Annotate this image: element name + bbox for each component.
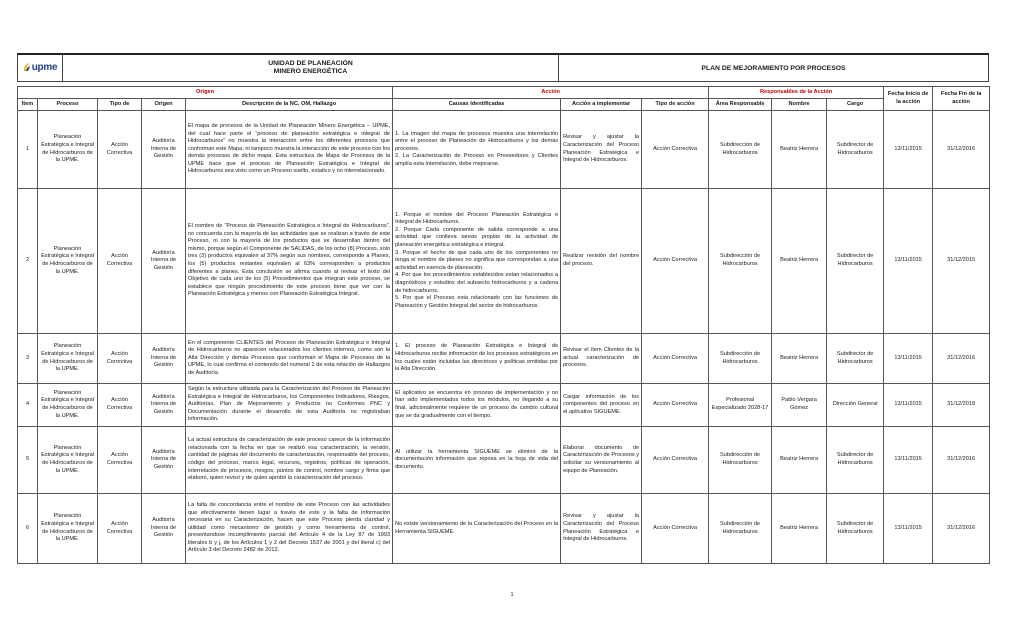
document-title-text: PLAN DE MEJORAMIENTO POR PROCESOS bbox=[701, 64, 846, 72]
organization-line-2: MINERO ENERGÉTICA bbox=[273, 68, 348, 75]
column-header-fecha-fin: Fecha Fin de la acción bbox=[933, 87, 990, 111]
item-cell: 5 bbox=[18, 427, 38, 494]
fecha-fin-cell: 31/12/2015 bbox=[933, 189, 990, 334]
tipo-accion-cell: Acción Correctiva bbox=[642, 427, 709, 494]
table-row bbox=[18, 384, 990, 427]
accion-cell: Revisar y ajustar la Caracterización del Proceso Planeación Estratégica e Integral de Hidrocarburos. bbox=[561, 111, 642, 189]
column-header-item: Item bbox=[18, 99, 38, 111]
table-row bbox=[18, 111, 990, 189]
causas-cell bbox=[393, 494, 561, 564]
area-cell: Subdirección de Hidrocarburos bbox=[709, 189, 772, 334]
column-header-causas: Causas Identificadas bbox=[393, 99, 561, 111]
upme-logo-icon bbox=[23, 59, 31, 77]
causas-cell bbox=[393, 384, 561, 427]
causas-cell bbox=[393, 334, 561, 384]
accion-cell: Elaborar documento de Caracterización de Procesos y solicitar su versionamiento al equipo de Planeación. bbox=[561, 427, 642, 494]
group-header-row bbox=[18, 87, 990, 99]
logo-text: upme bbox=[31, 62, 58, 73]
item-cell: 3 bbox=[18, 334, 38, 384]
column-header-tipo: Tipo de bbox=[98, 99, 142, 111]
nombre-cell: Beatriz Herrera bbox=[772, 334, 827, 384]
causa-item: 2. Porque Cada componente de salida corresponde a una actividad que conlleva tareas propias de la actividad de planeación energética estratégica e integral. bbox=[395, 226, 559, 249]
accion-cell: Cargar información de los componentes del proceso en el aplicativo SIGUEME. bbox=[561, 384, 642, 427]
causa-item: 1. Porque el nombre del Proceso Planeación Estratégica e Integral de Hidrocarburos. bbox=[395, 211, 559, 226]
causa-item: 5. Por que el Proceso esta relacionado con las funciones de Planeación y Gestión Integral del sector de hidrocarburos. bbox=[395, 295, 559, 309]
fecha-fin-cell: 31/12/2016 bbox=[933, 494, 990, 564]
accion-cell: Revisar el ítem Clientes de la actual caracterización de procesos. bbox=[561, 334, 642, 384]
column-header-fecha-inicio: Fecha Inicio de la acción bbox=[884, 87, 933, 111]
origen-cell: Auditoría Interna de Gestión bbox=[142, 384, 186, 427]
fecha-fin-cell: 31/12/2016 bbox=[933, 111, 990, 189]
tipo-origen-cell: Acción Correctiva bbox=[98, 189, 142, 334]
table-body bbox=[18, 111, 990, 564]
improvement-plan-table bbox=[17, 86, 990, 564]
causa-item: 3. Porque el hecho de que cada uno de los componentes no tenga el nombre de planes no significa que correspondan a una actividad en esencia de planeación. bbox=[395, 249, 559, 271]
fecha-inicio-cell: 13/11/2015 bbox=[884, 334, 933, 384]
causa-item: 1. El proceso de Planeación Estratégica e Integral de Hidrocarburos recibe información de los procesos estratégicos en los cuales están incluidas las directrices y políticas emitidas por la Alta Dirección. bbox=[395, 343, 559, 373]
fecha-fin-cell: 31/12/2016 bbox=[933, 334, 990, 384]
descripcion-cell: En el componente CLIENTES del Proceso de Planeación Estratégica e Integral de Hidrocarburos no aparecen relacionados los clientes internos, como son la Alta Dirección y demás Procesos que conforman el Mapa de Procesos de la UPME, lo cual confirma el contenido del numeral 1 de esta relación de Hallazgos de Auditoría. bbox=[186, 334, 393, 384]
fecha-inicio-cell: 13/11/2015 bbox=[884, 494, 933, 564]
group-header-origen: Origen bbox=[18, 87, 393, 99]
tipo-accion-cell: Acción Correctiva bbox=[642, 334, 709, 384]
fecha-inicio-cell: 13/11/2015 bbox=[884, 384, 933, 427]
group-header-accion: Acción bbox=[393, 87, 709, 99]
origen-cell: Auditoría Interna de Gestión bbox=[142, 494, 186, 564]
origen-cell: Auditoría Interna de Gestión bbox=[142, 111, 186, 189]
tipo-origen-cell: Acción Correctiva bbox=[98, 111, 142, 189]
descripcion-cell: La actual estructura de caracterización de este proceso carece de la información relacionada con la fecha en que se realizó esa caracterización, la versión, cantidad de páginas del documento de caracterización, responsable del proceso, código del proceso, marco legal, recursos, registros, políticas de operación, interrelación de procesos, riesgos, puntos de control, nombre cargo y firma que elaboró, quien revisó y de quien aprobó la caracterización del proceso. bbox=[186, 427, 393, 494]
causa-item: 1. La imagen del mapa de procesos muestra una interrelación entre el proceso de Planeación de Hidrocarburos y los demás procesos. bbox=[395, 130, 559, 152]
origen-cell: Auditoría Interna de Gestión bbox=[142, 427, 186, 494]
nombre-cell: Beatriz Herrera bbox=[772, 111, 827, 189]
item-cell: 1 bbox=[18, 111, 38, 189]
proceso-cell: Planeación Estratégica e Integral de Hidrocarburos de la UPME. bbox=[38, 427, 98, 494]
column-header-descripcion: Descripción de la NC, OM, Hallazgo bbox=[186, 99, 393, 111]
causa-item: No existe versionamiento de la Caracterización del Proceso en la Herramienta SIGUEME. bbox=[395, 520, 559, 535]
proceso-cell: Planeación Estratégica e Integral de Hidrocarburos de la UPME. bbox=[38, 494, 98, 564]
proceso-cell: Planeación Estratégica e Integral de Hidrocarburos de la UPME. bbox=[38, 189, 98, 334]
area-cell: Subdirección de Hidrocarburos bbox=[709, 427, 772, 494]
area-cell: Profesional Especializado 2028-17 bbox=[709, 384, 772, 427]
column-header-nombre: Nombre bbox=[772, 99, 827, 111]
fecha-inicio-cell: 13/11/2015 bbox=[884, 189, 933, 334]
causas-cell bbox=[393, 427, 561, 494]
nombre-cell: Beatriz Herrera bbox=[772, 494, 827, 564]
causas-cell bbox=[393, 189, 561, 334]
column-header-origen: Origen bbox=[142, 99, 186, 111]
accion-cell: Realizar revisión del nombre del proceso. bbox=[561, 189, 642, 334]
item-cell: 2 bbox=[18, 189, 38, 334]
tipo-origen-cell: Acción Correctiva bbox=[98, 494, 142, 564]
origen-cell: Auditoría Interna de Gestión bbox=[142, 334, 186, 384]
tipo-accion-cell: Acción Correctiva bbox=[642, 189, 709, 334]
causa-item: Al utilizar la herramienta SIGUEME se eliminó de la documentación información que reposa en la hoja de vida del documento. bbox=[395, 448, 559, 470]
table-row bbox=[18, 494, 990, 564]
organization-line-1: UNIDAD DE PLANEACIÓN bbox=[268, 59, 353, 67]
column-header-row bbox=[18, 99, 990, 111]
column-header-proceso: Proceso bbox=[38, 99, 98, 111]
item-cell: 4 bbox=[18, 384, 38, 427]
column-header-cargo: Cargo bbox=[827, 99, 884, 111]
area-cell: Subdirección de Hidrocarburos bbox=[709, 334, 772, 384]
table-row bbox=[18, 334, 990, 384]
cargo-cell: Subdirector de Hidrocarburos bbox=[827, 334, 884, 384]
group-header-responsables: Responsables de la Acción bbox=[709, 87, 884, 99]
nombre-cell: Pablo Vergara Gómez bbox=[772, 384, 827, 427]
fecha-fin-cell: 31/12/2016 bbox=[933, 427, 990, 494]
document-title bbox=[559, 55, 988, 81]
nombre-cell: Beatriz Herrera bbox=[772, 189, 827, 334]
fecha-inicio-cell: 13/11/2015 bbox=[884, 427, 933, 494]
cargo-cell: Subdirector de Hidrocarburos bbox=[827, 189, 884, 334]
column-header-tipo-accion: Tipo de acción bbox=[642, 99, 709, 111]
cargo-cell: Subdirector de Hidrocarburos bbox=[827, 427, 884, 494]
proceso-cell: Planeación Estratégica e Integral de Hidrocarburos de la UPME. bbox=[38, 111, 98, 189]
descripcion-cell: El mapa de procesos de la Unidad de Planeación Minero Energética – UPME, del cual hace parte el “proceso de planeación estratégica e integral de Hidrocarburos” no muestra la interacción entre los diferentes procesos que conforman este Mapa, ni tampoco muestra la interacción de este proceso con los demás procesos de dicho mapa. Esta estructura de Mapa de Procesos de la UPME hace que el proceso de Planeación Estratégica e Integral de Hidrocarburos sea visto como un Proceso suelto, estatico y no interrelacionado. bbox=[186, 111, 393, 189]
cargo-cell: Subdirector de Hidrocarburos bbox=[827, 111, 884, 189]
tipo-origen-cell: Acción Correctiva bbox=[98, 384, 142, 427]
document-header bbox=[17, 53, 989, 82]
causa-item: 2. La Caracterización de Proceso en Proveedores y Clientes amplía esta interrelación, debe mejorarse. bbox=[395, 153, 559, 167]
tipo-accion-cell: Acción Correctiva bbox=[642, 494, 709, 564]
cargo-cell: Subdirector de Hidrocarburos bbox=[827, 494, 884, 564]
table-row bbox=[18, 427, 990, 494]
area-cell: Subdirección de Hidrocarburos bbox=[709, 494, 772, 564]
tipo-accion-cell: Acción Correctiva bbox=[642, 111, 709, 189]
nombre-cell: Beatriz Herrera bbox=[772, 427, 827, 494]
proceso-cell: Planeación Estratégica e Integral de Hidrocarburos de la UPME. bbox=[38, 334, 98, 384]
fecha-fin-cell: 31/12/2018 bbox=[933, 384, 990, 427]
causas-cell bbox=[393, 111, 561, 189]
table-row bbox=[18, 189, 990, 334]
descripcion-cell: La falta de concordancia entre el nombre de este Proceso con las actividades que efectivamente tienen lugar a través de este y la falta de información necesaria en su Caracterización, hacen que este Proceso pierda claridad y utilidad como mecanismo de gestión y como herramienta de control, presentandose incumplimiento parcial del Artículo 4 de la Ley 87 de 1993 literales b y j, de los Artículos 1 y 2 del Decreto 1537 de 2001 y del literal c) del Artículo 3 del Decreto 2482 de 2012. bbox=[186, 494, 393, 564]
logo bbox=[18, 55, 63, 81]
fecha-inicio-cell: 13/11/2015 bbox=[884, 111, 933, 189]
descripcion-cell: El nombre de “Proceso de Planeación Estratégica e Integral de Hidrocarburos”, no concuerda con la mayoría de las actividades que se realizan a través de este Proceso, ni con la mayoría de los productos que se desarrollan dentro del mismo, porque según el Componente de SALIDAS, de los ocho (8) Proceso, solo tres (3) productos equivalen al 37% según sus nombres, corresponde a Planes, los (5) productos restantes equivalen al 63% corresponden a productos diferentes a planes. Esta conclusión se afirma cuando al revisar el texto del Objetivo de cada uno de los (5) Procedimientos que integran este proceso, se establece que ningún procedimiento de este proceso tiene que ver con la Planeación Estratégica y menos con Planeación Estratégica Integral. bbox=[186, 189, 393, 334]
item-cell: 6 bbox=[18, 494, 38, 564]
origen-cell: Auditoría Interna de Gestión bbox=[142, 189, 186, 334]
organization-title bbox=[63, 55, 559, 81]
causa-item: El aplicativo se encuentra en proceso de implementación y no han sido implementados todos los módulos, no llegando a su final, adicionalmente requiere de un proceso de cambio cultural que se da gradualmente con el tiempo. bbox=[395, 389, 559, 419]
descripcion-cell: Según la estructura utilizada para la Caracterización del Proceso de Planeación Estratégica e Integral de Hidrocarburos, los Componentes Indicadores, Riesgos, Auditorías, Plan de Mejoramiento y Productos no Conformes PNC y Documentación durante el desarrollo de esta Auditoría no registraban información. bbox=[186, 384, 393, 427]
causa-item: 4. Por que los procedimientos establecidos estan relacionados a diagnósticos y estudios del subsecto hidrocarburos y a cadena de hidrocarburos. bbox=[395, 272, 559, 294]
column-header-accion: Acción a implementar bbox=[561, 99, 642, 111]
proceso-cell: Planeación Estratégica e Integral de Hidrocarburos de la UPME. bbox=[38, 384, 98, 427]
tipo-origen-cell: Acción Correctiva bbox=[98, 427, 142, 494]
tipo-accion-cell: Acción Correctiva bbox=[642, 384, 709, 427]
page-number: 1 bbox=[510, 592, 514, 598]
accion-cell: Revisar y ajustar la Caracterización del Proceso Planeación Estratégica e Integral de Hidrocarburos. bbox=[561, 494, 642, 564]
tipo-origen-cell: Acción Correctiva bbox=[98, 334, 142, 384]
cargo-cell: Dirección General bbox=[827, 384, 884, 427]
area-cell: Subdirección de Hidrocarburos bbox=[709, 111, 772, 189]
column-header-area: Área Responsable bbox=[709, 99, 772, 111]
